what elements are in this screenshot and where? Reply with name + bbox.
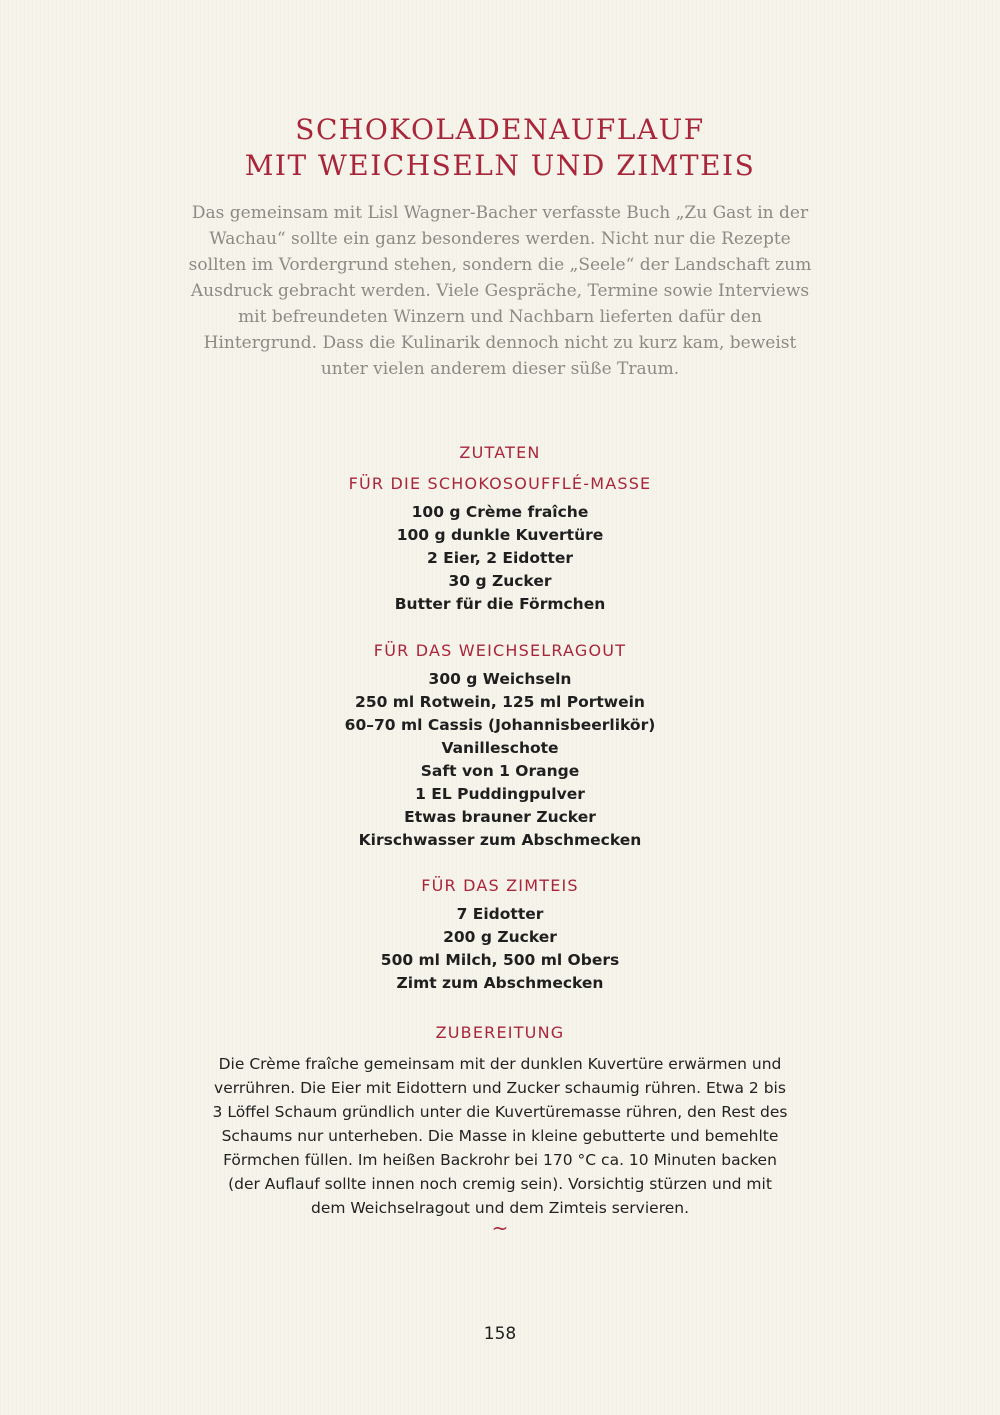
recipe-title [0, 112, 1000, 184]
ingredient-item: 100 g dunkle Kuvertüre [396, 526, 604, 544]
ornament-tilde: ~ [491, 1216, 509, 1240]
group-heading-zimteis: FÜR DAS ZIMTEIS [421, 876, 579, 895]
ingredient-item: Vanilleschote [441, 739, 559, 757]
ingredient-item: Zimt zum Abschmecken [396, 974, 604, 992]
ingredient-item: 60–70 ml Cassis (Johannisbeerlikör) [344, 716, 656, 734]
page-number: 158 [483, 1324, 517, 1344]
ingredient-item: 300 g Weichseln [428, 670, 572, 688]
ingredient-list-souffle [0, 501, 1000, 616]
ingredient-item: 100 g Crème fraîche [411, 503, 589, 521]
ingredients-heading: ZUTATEN [459, 443, 541, 462]
group-heading-souffle: FÜR DIE SCHOKOSOUFFLÉ-MASSE [348, 474, 652, 493]
title-line-1: SCHOKOLADENAUFLAUF [295, 113, 705, 146]
ingredient-item: 500 ml Milch, 500 ml Obers [380, 951, 620, 969]
ingredient-item: 1 EL Puddingpulver [415, 785, 585, 803]
ingredient-item: Saft von 1 Orange [420, 762, 580, 780]
ingredient-list-ragout [0, 668, 1000, 852]
title-line-2: MIT WEICHSELN UND ZIMTEIS [244, 149, 756, 182]
preparation-heading: ZUBEREITUNG [435, 1023, 565, 1042]
ingredient-item: 30 g Zucker [448, 572, 552, 590]
ingredient-item: 2 Eier, 2 Eidotter [426, 549, 574, 567]
ingredient-item: Kirschwasser zum Abschmecken [358, 831, 642, 849]
ingredient-item: 200 g Zucker [443, 928, 557, 946]
preparation-paragraph: Die Crème fraîche gemeinsam mit der dunklen Kuvertüre erwärmen und verrühren. Die Eier mit Eidottern und Zucker schaumig rühren. Etwa 2 bis 3 Löffel Schaum gründlich unter die Kuvertüremasse rühren, den Rest des Schaums nur unterheben. Die Masse in kleine gebutterte und bemehlte Förmchen füllen. Im heißen Backrohr bei 170 °C ca. 10 Minuten backen (der Auflauf sollte innen noch cremig sein). Vorsichtig stürzen und mit dem Weichselragout und dem Zimteis servieren. [212, 1055, 788, 1217]
group-heading-ragout: FÜR DAS WEICHSELRAGOUT [373, 641, 627, 660]
ingredient-item: Butter für die Förmchen [394, 595, 606, 613]
ingredient-item: 7 Eidotter [456, 905, 544, 923]
ingredient-item: 250 ml Rotwein, 125 ml Portwein [355, 693, 645, 711]
ingredient-item: Etwas brauner Zucker [404, 808, 596, 826]
intro-paragraph: Das gemeinsam mit Lisl Wagner-Bacher verfasste Buch „Zu Gast in der Wachau“ sollte ein ganz besonderes werden. Nicht nur die Rezepte sollten im Vordergrund stehen, sondern die „Seele“ der Landschaft zum Ausdruck gebracht werden. Viele Gespräche, Termine sowie Interviews mit befreundeten Winzern und Nachbarn lieferten dafür den Hintergrund. Dass die Kulinarik dennoch nicht zu kurz kam, beweist unter vielen anderem dieser süße Traum. [188, 203, 812, 379]
ingredient-list-zimteis [0, 903, 1000, 995]
